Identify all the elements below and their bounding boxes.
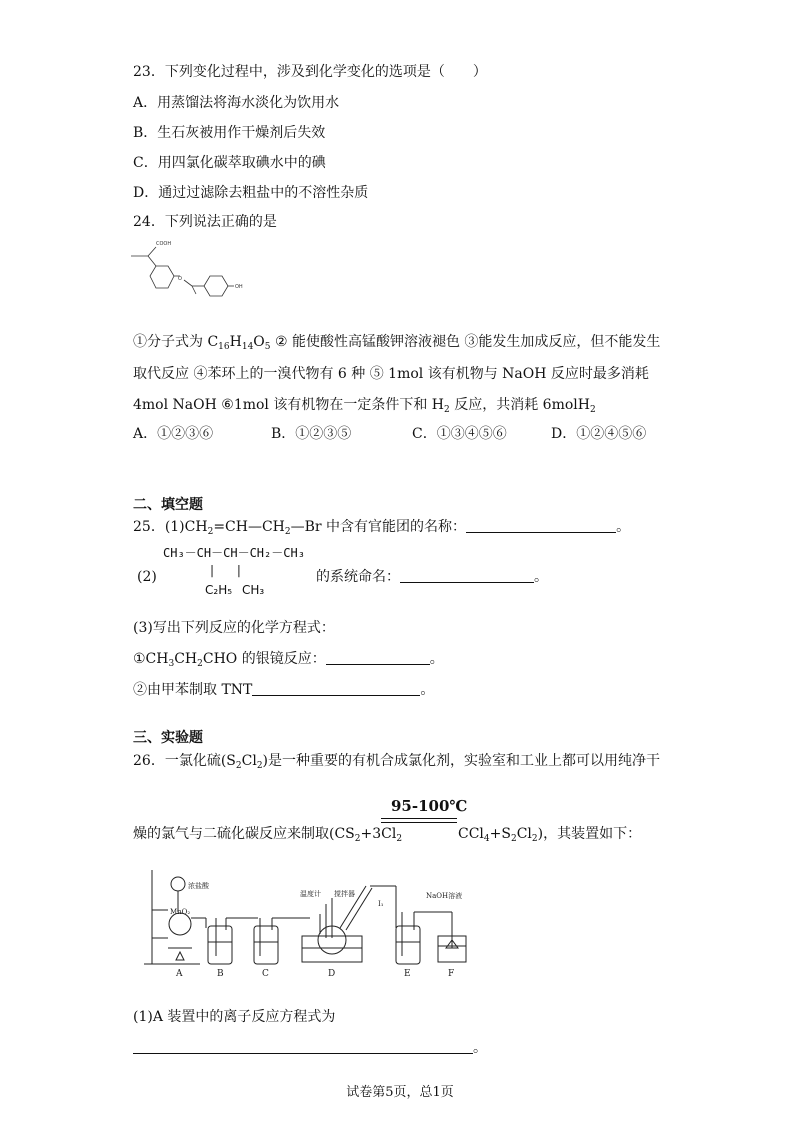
q24-option-a: A．①②③⑥ [133, 426, 214, 442]
q23-option-d: D．通过过滤除去粗盐中的不溶性杂质 [133, 185, 369, 201]
apparatus-label-c: C [262, 969, 269, 979]
apparatus-label-naoh: NaOH溶液 [426, 892, 463, 900]
section-heading-fill-blank: 二、填空题 [133, 497, 203, 513]
q25-part2-label: (2) [137, 569, 157, 585]
q26-sub1-stem: (1)A 装置中的离子反应方程式为 [133, 1009, 336, 1025]
apparatus-label-e: E [404, 969, 411, 979]
apparatus-label-mno2: MnO₂ [170, 908, 191, 916]
q25-part2-branch-methyl: CH₃ [242, 583, 265, 597]
q24-statement-line3: 4mol NaOH ⑥1mol 该有机物在一定条件下和 $H_2$ 反应，共消耗 6molH$_2$ [133, 397, 596, 415]
q26-sub1-answer-line: 。 [133, 1038, 487, 1058]
svg-text:O: O [178, 276, 182, 282]
q25-part1-answer-blank[interactable] [466, 518, 616, 533]
q24-option-b: B．①②③⑤ [271, 426, 352, 442]
q25-part2-branch-marks: | | [210, 563, 241, 577]
q24-structure-oh: OH [235, 284, 243, 290]
q25-part2-naming: 的系统命名： 。 [316, 569, 548, 585]
q26-apparatus-diagram [140, 868, 480, 980]
q24-stem: 24．下列说法正确的是 [133, 214, 277, 230]
apparatus-label-thermometer: 温度计 [300, 890, 321, 898]
q25-part2-answer-blank[interactable] [400, 568, 534, 583]
q25-part1: 25．$(1)CH_2=CH—CH_2—Br$ 中含有官能团的名称： 。 [133, 519, 631, 537]
q25-part2-formula-main: CH₃－CH－CH－CH₂－CH₃ [163, 546, 305, 560]
q24-statement-line2: 取代反应 ④苯环上的一溴代物有 6 种 ⑤ 1mol 该有机物与 NaOH 反应时最多消耗 [133, 366, 649, 382]
q26-reaction-condition: 95-100℃ [391, 797, 468, 815]
q24-structure-cooh: COOH [156, 241, 172, 247]
q23-option-c: C．用四氯化碳萃取碘水中的碘 [133, 155, 326, 171]
q26-line1: 26．一氯化硫$(S_2Cl_2)$是一种重要的有机合成氯化剂，实验室和工业上都可以用纯净干 [133, 753, 661, 771]
q24-option-d: D．①②④⑤⑥ [551, 426, 647, 442]
q25-part3-stem: (3)写出下列反应的化学方程式： [133, 620, 335, 636]
apparatus-label-b: B [217, 969, 224, 979]
apparatus-label-conc-hcl: 浓盐酸 [188, 882, 209, 890]
apparatus-label-a: A [176, 969, 183, 979]
q26-reaction-arrow [381, 818, 457, 823]
apparatus-label-f: F [448, 969, 455, 979]
q23-option-b: B．生石灰被用作干燥剂后失效 [133, 125, 326, 141]
apparatus-label-i1: I₁ [378, 900, 384, 908]
apparatus-label-d: D [328, 969, 336, 979]
q24-statement-line1: ①分子式为 $C_{16}H_{14}O_5$ ② 能使酸性高锰酸钾溶液褪色 ③能发生加成反应，但不能发生 [133, 334, 661, 352]
section-heading-experiment: 三、实验题 [133, 730, 203, 746]
q25-part3-item2: ②由甲苯制取 TNT 。 [133, 682, 435, 698]
page-footer: 试卷第5页，总1页 [346, 1085, 454, 1100]
q25-part3-item1: $①CH_3CH_2CHO$ 的银镜反应： 。 [133, 651, 444, 669]
q25-part3-item2-answer-blank[interactable] [252, 681, 420, 696]
q23-stem: 23．下列变化过程中，涉及到化学变化的选项是（ ） [133, 64, 487, 80]
q24-options [133, 424, 663, 444]
q26-line2: 燥的氯气与二硫化碳反应来制取($CS_2+3Cl_2$ [133, 826, 403, 844]
q24-structure-diagram [128, 236, 248, 302]
q26-line2-products: $CCl_4+S_2Cl_2$)，其装置如下： [458, 826, 642, 844]
apparatus-label-stirrer: 搅拌器 [334, 890, 355, 898]
q25-part2-branch-ethyl: C₂H₅ [205, 583, 233, 597]
q24-option-c: C．①③④⑤⑥ [412, 426, 507, 442]
q26-sub1-answer-blank[interactable] [133, 1039, 473, 1054]
q23-option-a: A．用蒸馏法将海水淡化为饮用水 [133, 95, 340, 111]
q25-part3-item1-answer-blank[interactable] [326, 650, 430, 665]
